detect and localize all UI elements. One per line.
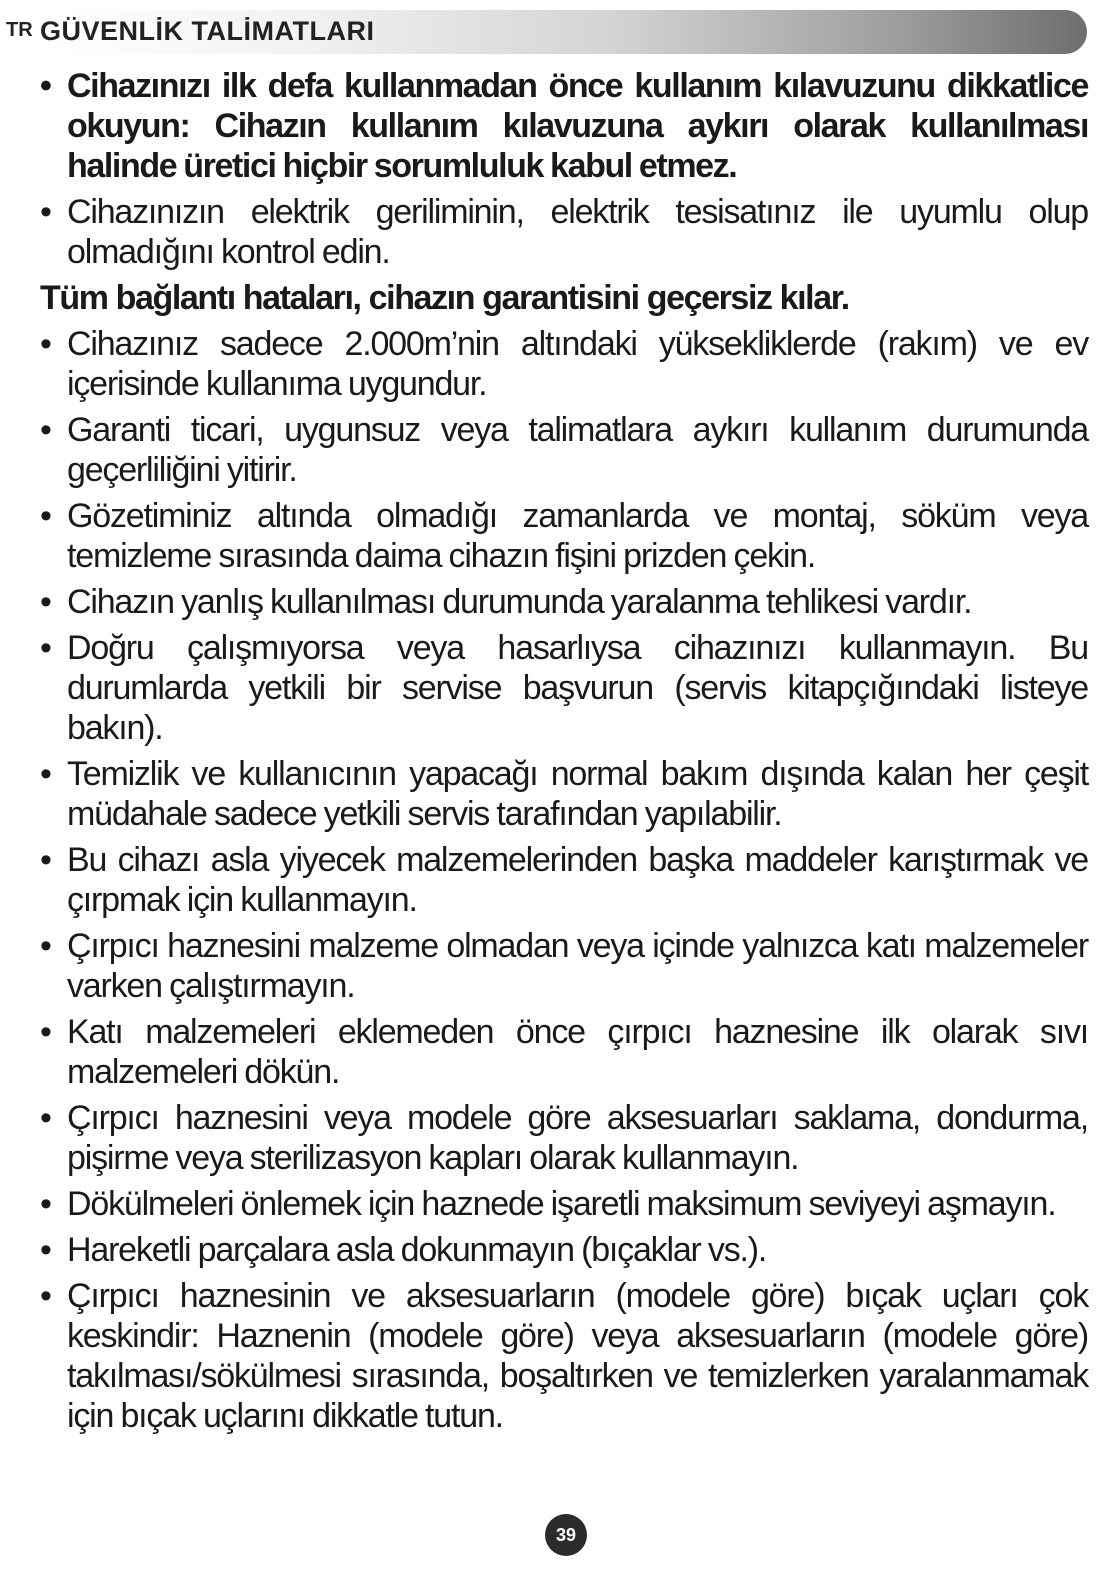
instruction-list bbox=[40, 324, 1088, 1436]
bullet-icon: • bbox=[40, 497, 51, 535]
bullet-icon: • bbox=[40, 325, 51, 363]
list-item bbox=[40, 1230, 1088, 1270]
list-item-text: Bu cihazı asla yiyecek malzemelerinden başka maddeler karıştırmak ve çırpmak için kullanmayın. bbox=[67, 841, 1088, 919]
list-item-text: Cihazınızı ilk defa kullanmadan önce kullanım kılavuzunu dikkatlice okuyun: Cihazın kullanım kılavuzuna aykırı olarak kullanılması halinde üretici hiçbir sorumluluk kabul etmez. bbox=[67, 67, 1088, 185]
list-item bbox=[40, 496, 1088, 576]
bullet-icon: • bbox=[40, 755, 51, 793]
bullet-icon: • bbox=[40, 193, 51, 231]
list-item bbox=[40, 1098, 1088, 1178]
section-title: GÜVENLİK TALİMATLARI bbox=[40, 16, 375, 46]
list-item-text: Çırpıcı haznesini malzeme olmadan veya içinde yalnızca katı malzemeler varken çalıştırmayın. bbox=[67, 927, 1088, 1005]
list-item-text: Hareketli parçalara asla dokunmayın (bıçaklar vs.). bbox=[67, 1231, 767, 1269]
list-item bbox=[40, 582, 1088, 622]
list-item bbox=[40, 926, 1088, 1006]
list-item-text: Cihazın yanlış kullanılması durumunda yaralanma tehlikesi vardır. bbox=[67, 583, 972, 621]
bullet-icon: • bbox=[40, 67, 51, 105]
safety-instructions bbox=[40, 66, 1088, 1442]
bullet-icon: • bbox=[40, 411, 51, 449]
list-item-text: Çırpıcı haznesini veya modele göre aksesuarları saklama, dondurma, pişirme veya sterilizasyon kapları olarak kullanmayın. bbox=[67, 1099, 1088, 1177]
list-item bbox=[40, 192, 1088, 272]
list-item bbox=[40, 628, 1088, 748]
bullet-icon: • bbox=[40, 927, 51, 965]
section-header bbox=[0, 10, 1109, 56]
list-item bbox=[40, 840, 1088, 920]
bullet-icon: • bbox=[40, 1185, 51, 1223]
list-item-text: Doğru çalışmıyorsa veya hasarlıysa cihazınızı kullanmayın. Bu durumlarda yetkili bir servise başvurun (servis kitapçığındaki listeye bakın). bbox=[67, 629, 1088, 747]
bullet-icon: • bbox=[40, 1099, 51, 1137]
bullet-icon: • bbox=[40, 629, 51, 667]
list-item-text: Temizlik ve kullanıcının yapacağı normal bakım dışında kalan her çeşit müdahale sadece yetkili servis tarafından yapılabilir. bbox=[67, 755, 1088, 833]
bullet-icon: • bbox=[40, 1231, 51, 1269]
warranty-note: Tüm bağlantı hataları, cihazın garantisini geçersiz kılar. bbox=[40, 279, 849, 317]
list-item-text: Cihazınızın elektrik geriliminin, elektrik tesisatınız ile uyumlu olup olmadığını kontrol edin. bbox=[67, 193, 1088, 271]
list-item bbox=[40, 1184, 1088, 1224]
list-item bbox=[40, 1012, 1088, 1092]
list-item bbox=[40, 410, 1088, 490]
language-code: TR bbox=[6, 19, 33, 41]
instruction-list-top bbox=[40, 66, 1088, 272]
list-item-text: Cihazınız sadece 2.000m’nin altındaki yüksekliklerde (rakım) ve ev içerisinde kullanıma uygundur. bbox=[67, 325, 1088, 403]
bullet-icon: • bbox=[40, 1277, 51, 1315]
list-item bbox=[40, 66, 1088, 186]
bullet-icon: • bbox=[40, 841, 51, 879]
list-item-text: Dökülmeleri önlemek için haznede işaretli maksimum seviyeyi aşmayın. bbox=[67, 1185, 1056, 1223]
list-item bbox=[40, 754, 1088, 834]
list-item-text: Katı malzemeleri eklemeden önce çırpıcı haznesine ilk olarak sıvı malzemeleri dökün. bbox=[67, 1013, 1088, 1091]
list-item bbox=[40, 324, 1088, 404]
bullet-icon: • bbox=[40, 583, 51, 621]
list-item-text: Çırpıcı haznesinin ve aksesuarların (modele göre) bıçak uçları çok keskindir: Haznenin (modele göre) veya aksesuarların (modele göre) takılması/sökülmesi sırasında, boşaltırken ve temizlerken yaralanmamak için bıçak uçlarını dikkatle tutun. bbox=[67, 1277, 1088, 1435]
bullet-icon: • bbox=[40, 1013, 51, 1051]
list-item-text: Gözetiminiz altında olmadığı zamanlarda ve montaj, söküm veya temizleme sırasında daima cihazın fişini prizden çekin. bbox=[67, 497, 1088, 575]
list-item bbox=[40, 1276, 1088, 1436]
list-item-text: Garanti ticari, uygunsuz veya talimatlara aykırı kullanım durumunda geçerliliğini yitirir. bbox=[67, 411, 1088, 489]
page-number: 39 bbox=[545, 1514, 587, 1556]
